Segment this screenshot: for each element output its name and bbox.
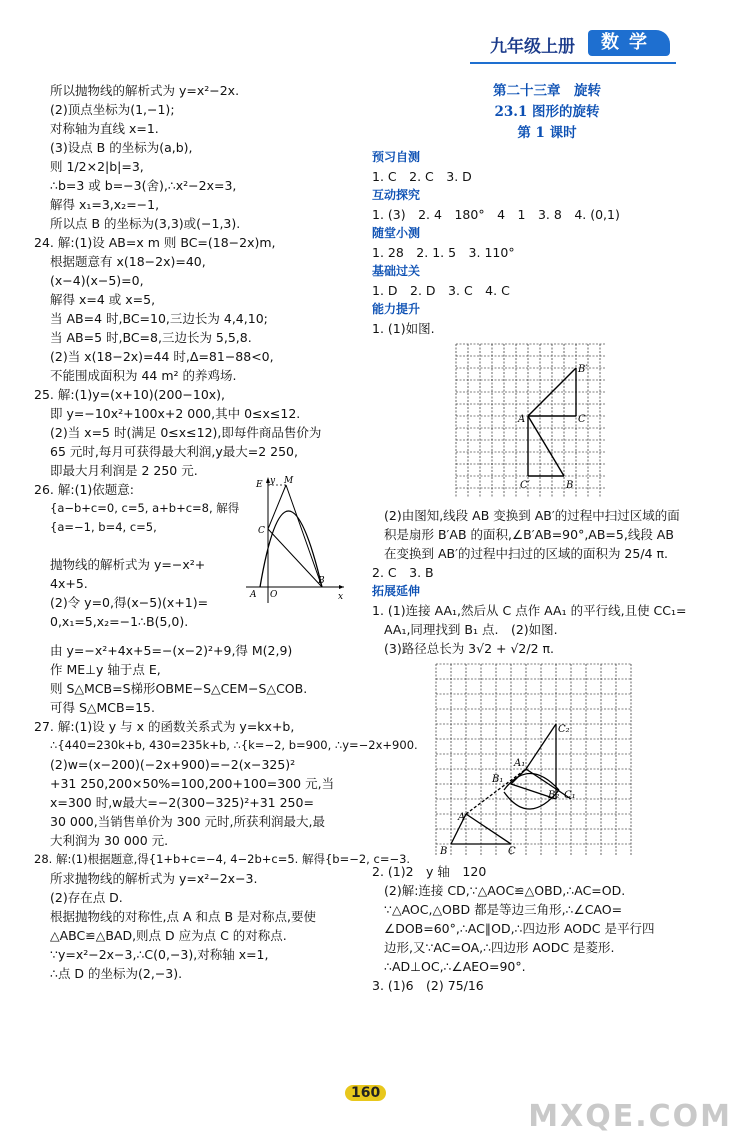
text-line: 0,x₁=5,x₂=−1∴B(5,0). bbox=[50, 614, 189, 629]
fig2-label: A₁ bbox=[514, 758, 526, 769]
subject-tab: 数学 bbox=[588, 30, 670, 56]
text-line: ∴AD⊥OC,∴∠AEO=90°. bbox=[384, 959, 526, 974]
text-line: ∴点 D 的坐标为(2,−3). bbox=[50, 966, 183, 981]
text-line: 即最大月利润是 2 250 元. bbox=[50, 463, 198, 478]
text-line: 根据抛物线的对称性,点 A 和点 B 是对称点,要使 bbox=[50, 909, 316, 924]
text-line: ∴b=3 或 b=−3(舍),∴x²−2x=3, bbox=[50, 178, 237, 193]
section-title: 23.1 图形的旋转 bbox=[494, 104, 600, 120]
text-line: 当 AB=5 时,BC=8,三边长为 5,5,8. bbox=[50, 330, 252, 345]
answer-28: 28. 解:(1)根据题意,得{1+b+c=−4, 4−2b+c=5. 解得{b=−2, c=−3. bbox=[34, 852, 411, 866]
right-column bbox=[372, 81, 722, 995]
section-label: 拓展延伸 bbox=[372, 584, 421, 598]
text-line: 可得 S△MCB=15. bbox=[50, 700, 155, 715]
fig3-label: A bbox=[250, 590, 257, 600]
section-label: 预习自测 bbox=[372, 150, 421, 164]
header-rule bbox=[470, 62, 676, 64]
fig2-label: C₂ bbox=[558, 724, 570, 735]
answer-25: 25. 解:(1)y=(x+10)(200−10x), bbox=[34, 387, 226, 402]
fig1-label: B′ bbox=[578, 364, 588, 375]
text-line: 4x+5. bbox=[50, 576, 88, 591]
fig1-label: C bbox=[578, 414, 586, 425]
text-line: 所以抛物线的解析式为 y=x²−2x. bbox=[50, 83, 240, 98]
section-label: 随堂小测 bbox=[372, 226, 421, 240]
text-line: 作 ME⊥y 轴于点 E, bbox=[50, 662, 161, 677]
text-line: ∵△AOC,△OBD 都是等边三角形,∴∠CAO= bbox=[384, 902, 623, 917]
text-line: 边形,又∵AC=OA,∴四边形 AODC 是菱形. bbox=[384, 940, 615, 955]
text-line: 1. D 2. D 3. C 4. C bbox=[372, 283, 510, 298]
text-line: 则 S△MCB=S梯形OBME−S△CEM−S△COB. bbox=[50, 681, 308, 696]
text-line: (3)路径总长为 3√2 + √2/2 π. bbox=[384, 641, 555, 656]
text-line: 30 000,当销售单价为 300 元时,所获利润最大,最 bbox=[50, 814, 325, 829]
translation-grid-figure bbox=[434, 662, 634, 858]
text-line: 则 1/2×2|b|=3, bbox=[50, 159, 144, 174]
rotation-grid-figure bbox=[454, 342, 608, 500]
fig1-label: B bbox=[566, 480, 574, 491]
fig2-label: B₁ bbox=[492, 774, 504, 785]
text-line: (2)存在点 D. bbox=[50, 890, 123, 905]
section-label: 基础过关 bbox=[372, 264, 421, 278]
text-line: AA₁,同理找到 B₁ 点. (2)如图. bbox=[384, 622, 558, 637]
text-line: 大利润为 30 000 元. bbox=[50, 833, 169, 848]
text-line: (2)由图知,线段 AB 变换到 AB′的过程中扫过区域的面 bbox=[384, 508, 680, 523]
text-line: 65 元时,每月可获得最大利润,y最大=2 250, bbox=[50, 444, 298, 459]
text-line: (2)令 y=0,得(x−5)(x+1)= bbox=[50, 595, 209, 610]
text-line: 在变换到 AB′的过程中扫过的区域的面积为 25/4 π. bbox=[384, 546, 668, 561]
lesson-title: 第 1 课时 bbox=[517, 125, 577, 141]
text-line: 解得 x=4 或 x=5, bbox=[50, 292, 156, 307]
text-line: ∵y=x²−2x−3,∴C(0,−3),对称轴 x=1, bbox=[50, 947, 269, 962]
answer-27: 27. 解:(1)设 y 与 x 的函数关系式为 y=kx+b, bbox=[34, 719, 295, 734]
text-line: 对称轴为直线 x=1. bbox=[50, 121, 159, 136]
system-27: ∴{440=230k+b, 430=235k+b, ∴{k=−2, b=900, ∴y=−2x+900. bbox=[50, 738, 418, 752]
answer-26: 26. 解:(1)依题意: bbox=[34, 482, 134, 497]
fig1-label: A bbox=[518, 414, 526, 425]
fig3-label: B bbox=[318, 576, 325, 586]
text-line: 1. 28 2. 1. 5 3. 110° bbox=[372, 245, 515, 260]
text-line: 3. (1)6 (2) 75/16 bbox=[372, 978, 484, 993]
text-line: 积是扇形 B′AB 的面积,∠B′AB=90°,AB=5,线段 AB bbox=[384, 527, 674, 542]
text-line: 根据题意有 x(18−2x)=40, bbox=[50, 254, 206, 269]
text-line: 由 y=−x²+4x+5=−(x−2)²+9,得 M(2,9) bbox=[50, 643, 293, 658]
fig3-label: C bbox=[258, 526, 265, 536]
text-line: (2)当 x=5 时(满足 0≤x≤12),即每件商品售价为 bbox=[50, 425, 322, 440]
fig3-label: M bbox=[284, 476, 294, 486]
text-line: (x−4)(x−5)=0, bbox=[50, 273, 144, 288]
fig3-label: y bbox=[270, 476, 276, 486]
fig2-label: A bbox=[458, 812, 466, 823]
fig3-label: E bbox=[256, 480, 263, 490]
fig2-label: B₂ bbox=[548, 790, 560, 801]
watermark: MXQE.COM bbox=[528, 1099, 732, 1134]
grade-label: 九年级上册 bbox=[490, 37, 575, 57]
section-label: 互动探究 bbox=[372, 188, 421, 202]
text-line: 1. (1)连接 AA₁,然后从 C 点作 AA₁ 的平行线,且使 CC₁= bbox=[372, 603, 687, 618]
chapter-title: 第二十三章 旋转 bbox=[493, 83, 601, 99]
text-line: 1. (1)如图. bbox=[372, 321, 435, 336]
answer-24: 24. 解:(1)设 AB=x m 则 BC=(18−2x)m, bbox=[34, 235, 276, 250]
text-line: 解得 x₁=3,x₂=−1, bbox=[50, 197, 160, 212]
text-line: +31 250,200×50%=100,200+100=300 元,当 bbox=[50, 776, 335, 791]
text-line: 所求抛物线的解析式为 y=x²−2x−3. bbox=[50, 871, 258, 886]
text-line: 即 y=−10x²+100x+2 000,其中 0≤x≤12. bbox=[50, 406, 301, 421]
text-line: (2)当 x(18−2x)=44 时,Δ=81−88<0, bbox=[50, 349, 274, 364]
text-line: 当 AB=4 时,BC=10,三边长为 4,4,10; bbox=[50, 311, 268, 326]
text-line: 抛物线的解析式为 y=−x²+ bbox=[50, 557, 206, 572]
text-line: 2. (1)2 y 轴 120 bbox=[372, 864, 487, 879]
fig3-label: x bbox=[338, 592, 344, 602]
section-label: 能力提升 bbox=[372, 302, 421, 316]
system-26: {a−b+c=0, c=5, a+b+c=8, 解得{a=−1, b=4, c=5, bbox=[50, 501, 240, 534]
fig2-label: B bbox=[440, 846, 448, 857]
fig3-label: O bbox=[270, 590, 278, 600]
text-line: ∠DOB=60°,∴AC∥OD,∴四边形 AODC 是平行四 bbox=[384, 921, 655, 936]
parabola-figure bbox=[246, 475, 346, 605]
text-line: (2)解:连接 CD,∵△AOC≌△OBD,∴AC=OD. bbox=[384, 883, 626, 898]
text-line: 1. C 2. C 3. D bbox=[372, 169, 472, 184]
text-line: (3)设点 B 的坐标为(a,b), bbox=[50, 140, 193, 155]
text-line: 2. C 3. B bbox=[372, 565, 434, 580]
text-line: (2)顶点坐标为(1,−1); bbox=[50, 102, 175, 117]
text-line: x=300 时,w最大=−2(300−325)²+31 250= bbox=[50, 795, 314, 810]
fig1-label: C′ bbox=[520, 480, 530, 491]
fig2-label: C bbox=[508, 846, 516, 857]
fig2-label: C₁ bbox=[564, 790, 576, 801]
text-line: △ABC≌△BAD,则点 D 应为点 C 的对称点. bbox=[50, 928, 287, 943]
text-line: 所以点 B 的坐标为(3,3)或(−1,3). bbox=[50, 216, 241, 231]
text-line: 1. (3) 2. 4 180° 4 1 3. 8 4. (0,1) bbox=[372, 207, 620, 222]
text-line: 不能围成面积为 44 m² 的养鸡场. bbox=[50, 368, 237, 383]
page-number: 160 bbox=[345, 1085, 386, 1101]
text-line: (2)w=(x−200)(−2x+900)=−2(x−325)² bbox=[50, 757, 296, 772]
